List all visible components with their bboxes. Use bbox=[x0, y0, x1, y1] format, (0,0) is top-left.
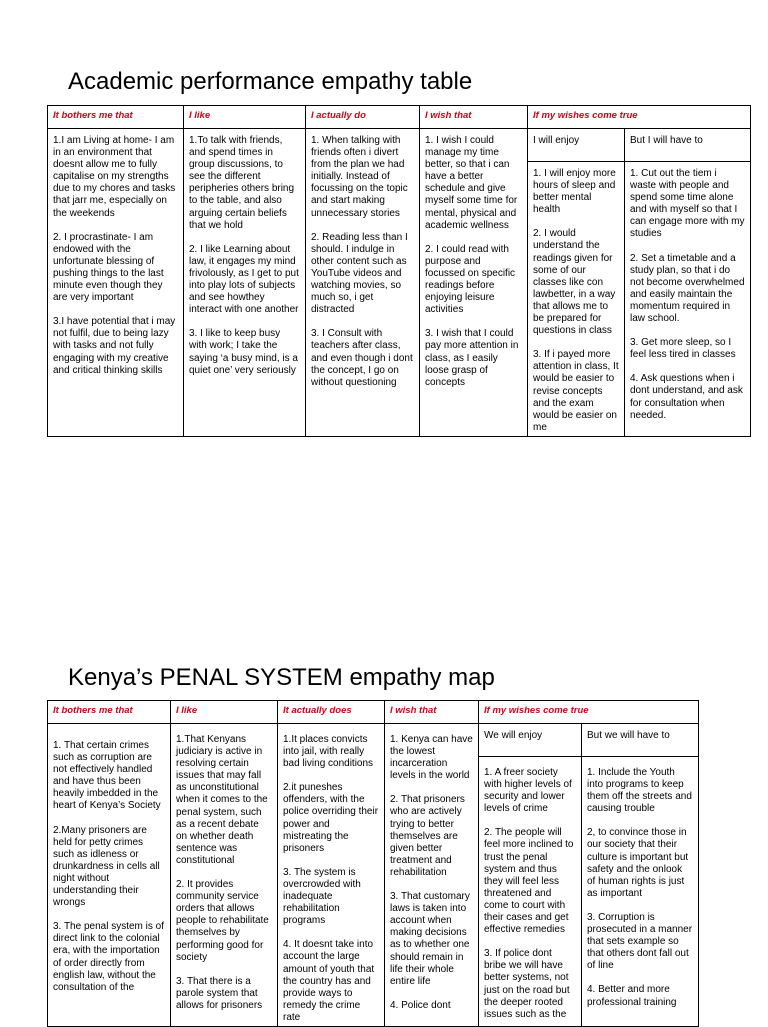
cell-bothers bbox=[48, 129, 184, 437]
list-item: 1. That certain crimes such as corruption are not effectively handled and have thus been heavily imbedded in the heart of Kenya’s Society bbox=[53, 740, 161, 812]
list-item: 1. Include the Youth into programs to keep them off the streets and causing trouble bbox=[587, 767, 692, 815]
list-item: 2. That prisoners who are actively trying to better themselves are given better treatment and rehabilitation bbox=[390, 794, 465, 878]
subheader-have-to: But I will have to bbox=[625, 129, 751, 162]
list-item: 3. That customary laws is taken into account when making decisions as to whether one should remain in life their whole entire life bbox=[390, 891, 470, 987]
list-item: 2.Many prisoners are held for petty crimes such as idleness or drunkardness in cells all night without understanding their wrongs bbox=[53, 824, 160, 909]
header-wishes-come-true: If my wishes come true bbox=[479, 701, 699, 724]
list-item: 1. A freer society with higher levels of security and lower levels of crime bbox=[484, 767, 572, 815]
header-like: I like bbox=[171, 701, 278, 724]
list-item: 3. Corruption is prosecuted in a manner that sets example so that others dont fall out of line bbox=[587, 911, 693, 972]
list-item: 4. Better and more professional training bbox=[587, 984, 677, 1008]
list-item: 3. That there is a parole system that allows for prisoners bbox=[176, 975, 263, 1011]
list-item: 3. The penal system is of direct link to the colonial era, with the importation of order directly from english law, without the consultation of the bbox=[53, 921, 164, 993]
cell-wish bbox=[385, 724, 479, 1027]
penal-system-empathy-table bbox=[47, 700, 699, 1027]
academic-empathy-table bbox=[47, 105, 751, 437]
cell-have-to bbox=[582, 757, 699, 1027]
list-item: 4. It doesnt take into account the large amount of youth that the country has and provide ways to remedy the crime rate bbox=[283, 939, 375, 1023]
list-item: 1. Cut out the tiem i waste with people and spend some time alone and with myself so that I can engage more with my studies bbox=[630, 168, 745, 240]
list-item: 3. If i payed more attention in class, It would be easier to revise concepts and the exam would be easier on me bbox=[533, 349, 619, 433]
list-item: 1. I wish I could manage my time better, so that i can have a better schedule and give myself some time for mental, physical and academic wellness bbox=[425, 135, 518, 231]
subheader-have-to: But we will have to bbox=[582, 724, 699, 757]
header-wish: I wish that bbox=[420, 106, 528, 129]
cell-enjoy bbox=[528, 162, 625, 437]
list-item: 2. I procrastinate- I am endowed with the unfortunate blessing of pushing things to the last minute even though they are very important bbox=[53, 231, 164, 304]
subheader-enjoy: I will enjoy bbox=[528, 129, 625, 162]
list-item: 3. I wish that I could pay more attention in class, as I easily loose grasp of concepts bbox=[425, 328, 519, 388]
list-item: 2. The people will feel more inclined to trust the penal system and thus they will feel less threatened and come to court with their cases and get effective remedies bbox=[484, 827, 574, 936]
header-wishes-come-true: If my wishes come true bbox=[528, 106, 751, 129]
list-item: 3. I like to keep busy with work; I take the saying ‘a busy mind, is a quiet one’ very seriously bbox=[189, 328, 298, 376]
table1-title: Academic performance empathy table bbox=[68, 68, 473, 95]
list-item: 3. I Consult with teachers after class, and even though i dont the concept, I go on without questioning bbox=[311, 328, 413, 388]
header-actually-do: I actually do bbox=[306, 106, 420, 129]
list-item: 1. Kenya can have the lowest incarceration levels in the world bbox=[390, 734, 473, 782]
list-item: 2. I could read with purpose and focussed on specific readings before enjoying leisure activities bbox=[425, 243, 516, 316]
cell-wish bbox=[420, 129, 528, 437]
list-item: 3. If police dont bribe we will have better systems, not just on the road but the deeper rooted issues such as the bbox=[484, 948, 570, 1020]
cell-actually-does bbox=[278, 724, 385, 1027]
cell-have-to bbox=[625, 162, 751, 437]
list-item: 2. I like Learning about law, it engages my mind frivolously, as I get to put into play lots of subjects and see howthey interact with one another bbox=[189, 243, 299, 316]
list-item: 2, to convince those in our society that their culture is important but safety and the onlook of human rights is just as important bbox=[587, 827, 689, 899]
list-item: 3. The system is overcrowded with inadequate rehabilitation programs bbox=[283, 866, 361, 927]
subheader-enjoy: We will enjoy bbox=[479, 724, 582, 757]
cell-enjoy bbox=[479, 757, 582, 1027]
list-item: 2. I would understand the readings given for some of our classes like con lawbetter, in a way that allows me to be prepared for questions in class bbox=[533, 228, 616, 337]
cell-bothers bbox=[48, 724, 171, 1027]
header-bothers: It bothers me that bbox=[48, 701, 171, 724]
list-item: 1.To talk with friends, and spend times in group discussions, to see the different peripheries others bring to the table, and also arguing certain beliefs that we hold bbox=[189, 135, 295, 231]
table2-title: Kenya’s PENAL SYSTEM empathy map bbox=[68, 664, 495, 691]
header-wish: I wish that bbox=[385, 701, 479, 724]
list-item: 2. It provides community service orders that allows people to rehabilitate themselves by performing good for society bbox=[176, 879, 269, 963]
list-item: 4. Police dont bbox=[390, 999, 451, 1011]
list-item: 2. Reading less than I should. I indulge in other content such as YouTube videos and watching movies, so much so, i get distracted bbox=[311, 231, 408, 316]
list-item: 1.That Kenyans judiciary is active in resolving certain issues that may fall as unconstitutional when it comes to the penal system, such as a recent debate on whether death sentence was constitutional bbox=[176, 734, 268, 866]
cell-like bbox=[171, 724, 278, 1027]
list-item: 2. Set a timetable and a study plan, so that i do not become overwhelmed and easily maintain the momentum required in law school. bbox=[630, 252, 745, 325]
list-item: 3.I have potential that i may not fulfil, due to being lazy with tasks and not fully engaging with my creative and critical thinking skills bbox=[53, 316, 176, 376]
cell-actually-do bbox=[306, 129, 420, 437]
list-item: 2.it puneshes offenders, with the police overriding their power and mistreating the prisoners bbox=[283, 782, 379, 854]
list-item: 1. I will enjoy more hours of sleep and better mental health bbox=[533, 168, 616, 216]
header-like: I like bbox=[184, 106, 306, 129]
list-item: 1.I am Living at home- I am in an environment that doesnt allow me to fully capitalise on my strengths due to my chores and tasks that jarr me, especially on the weekends bbox=[53, 135, 176, 219]
header-actually-does: It actually does bbox=[278, 701, 385, 724]
header-bothers: It bothers me that bbox=[48, 106, 184, 129]
list-item: 4. Ask questions when i dont understand, and ask for consultation when needed. bbox=[630, 373, 743, 421]
list-item: 1. When talking with friends often i divert from the plan we had initially. Instead of focussing on the topic and start making unnecessary stories bbox=[311, 135, 408, 219]
list-item: 1.It places convicts into jail, with really bad living conditions bbox=[283, 734, 374, 770]
cell-like bbox=[184, 129, 306, 437]
list-item: 3. Get more sleep, so I feel less tired in classes bbox=[630, 337, 736, 361]
